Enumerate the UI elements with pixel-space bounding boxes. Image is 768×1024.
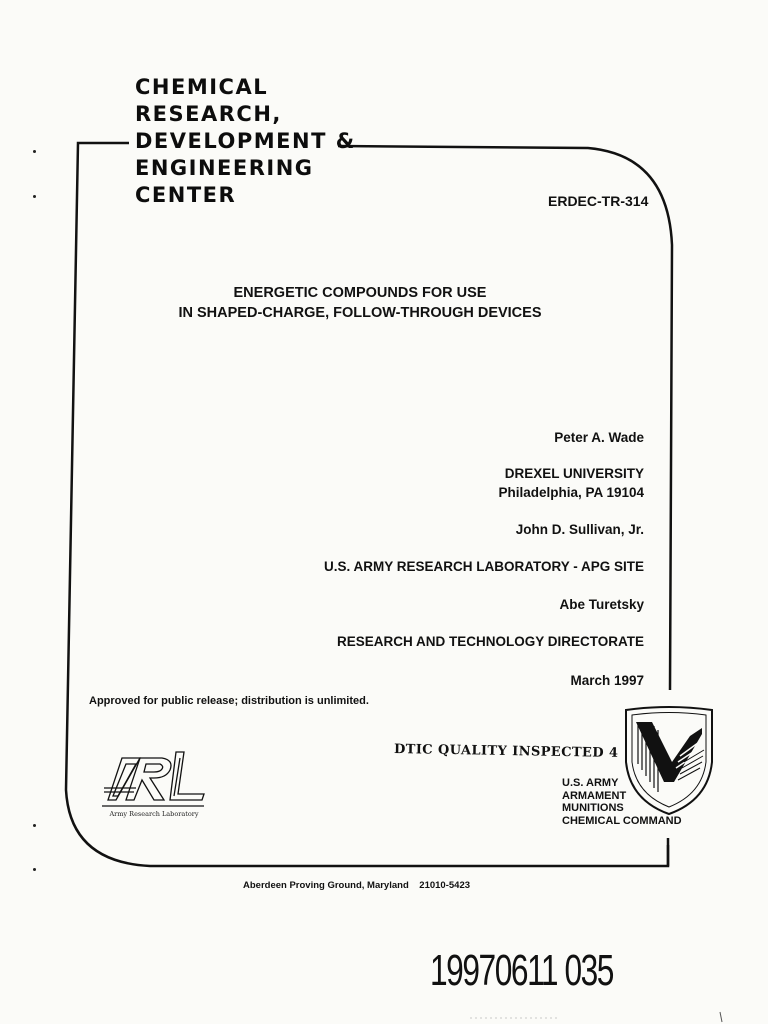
report-number: ERDEC-TR-314 bbox=[548, 193, 649, 209]
scan-speck bbox=[33, 150, 36, 153]
command-line-2: ARMAMENT bbox=[562, 789, 627, 802]
command-name bbox=[562, 777, 682, 827]
author-3: Abe Turetsky bbox=[559, 597, 644, 612]
title-line-1: ENERGETIC COMPOUNDS FOR USE bbox=[233, 285, 487, 301]
scan-speck bbox=[33, 868, 36, 871]
author-1: Peter A. Wade bbox=[554, 430, 644, 445]
title-line-2: IN SHAPED-CHARGE, FOLLOW-THROUGH DEVICES bbox=[178, 305, 542, 321]
author-2: John D. Sullivan, Jr. bbox=[515, 522, 644, 537]
command-line-1: U.S. ARMY bbox=[562, 777, 619, 789]
distribution-statement: Approved for public release; distribution is unlimited. bbox=[89, 695, 369, 707]
header-line-3: DEVELOPMENT & bbox=[135, 129, 356, 153]
organization-header bbox=[135, 74, 356, 209]
publication-date: March 1997 bbox=[570, 673, 644, 688]
affiliation-1-line-1: DREXEL UNIVERSITY bbox=[504, 466, 644, 481]
command-line-3: MUNITIONS bbox=[562, 802, 624, 814]
header-line-2: RESEARCH, bbox=[135, 102, 282, 126]
accession-number: 19970611 035 bbox=[430, 946, 613, 995]
dtic-stamp: DTIC QUALITY INSPECTED 4 bbox=[393, 742, 619, 761]
header-line-5: CENTER bbox=[135, 183, 237, 207]
header-line-4: ENGINEERING bbox=[135, 156, 314, 180]
report-title bbox=[120, 283, 600, 323]
scan-speck bbox=[33, 195, 36, 198]
affiliation-2: U.S. ARMY RESEARCH LABORATORY - APG SITE bbox=[323, 559, 644, 574]
address: Aberdeen Proving Ground, Maryland 21010-5423 bbox=[243, 880, 471, 891]
affiliation-1-line-2: Philadelphia, PA 19104 bbox=[498, 485, 644, 500]
arl-caption: Army Research Laboratory bbox=[109, 810, 199, 818]
scan-speck bbox=[33, 824, 36, 827]
affiliation-3: RESEARCH AND TECHNOLOGY DIRECTORATE bbox=[336, 634, 644, 649]
command-line-4: CHEMICAL COMMAND bbox=[562, 814, 682, 827]
header-line-1: CHEMICAL bbox=[135, 75, 269, 99]
